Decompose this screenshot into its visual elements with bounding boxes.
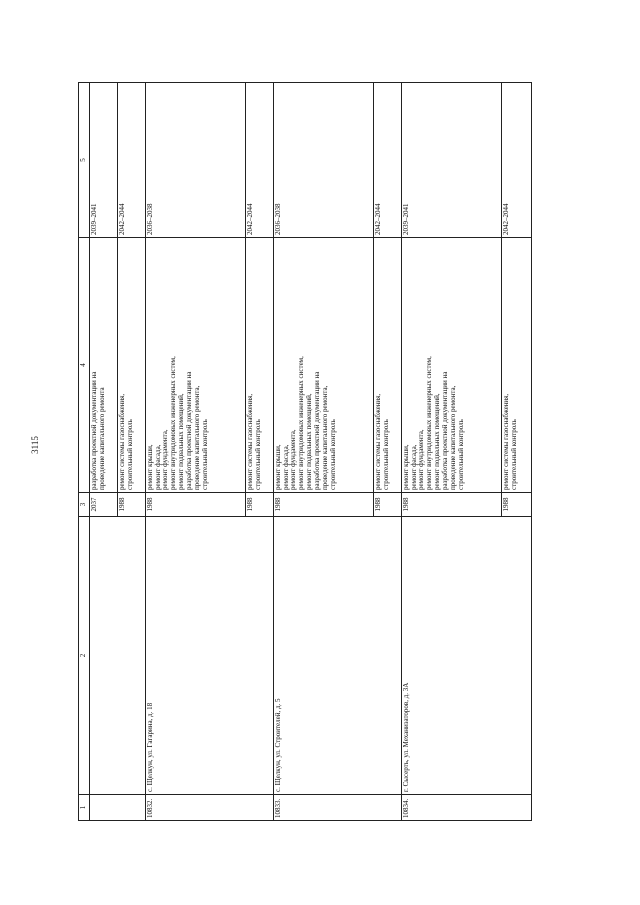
table-body [89, 83, 531, 821]
works-cell [501, 238, 531, 493]
year-cell: 1988 [501, 493, 531, 517]
work-item: ремонт системы газоснабжения, [373, 393, 382, 490]
repair-schedule-table [78, 82, 532, 821]
work-item: ремонт фундамента, [161, 429, 170, 490]
col-header-1: 1 [79, 795, 90, 821]
year-cell: 1988 [373, 493, 401, 517]
work-item: проведение капитального ремонта, [448, 385, 457, 490]
col-header-5: 5 [79, 83, 90, 238]
work-item: строительный контроль [200, 419, 209, 490]
work-item: ремонт крыши, [273, 444, 282, 490]
period-cell: 2036–2038 [145, 83, 245, 238]
work-item: ремонт фасада, [153, 444, 162, 490]
page-number: 3115 [30, 436, 40, 454]
year-cell: 2037 [89, 493, 117, 517]
table-row [145, 83, 245, 821]
works-cell [89, 238, 117, 493]
year-cell: 1988 [245, 493, 273, 517]
work-item: ремонт фундамента, [289, 429, 298, 490]
work-item: разработка проектной документации на [312, 371, 321, 490]
address-cell: г. Сысерть, ул. Механизаторов, д. 3А [401, 517, 531, 795]
works-cell [401, 238, 501, 493]
work-item: строительный контроль [456, 419, 465, 490]
col-header-2: 2 [79, 517, 90, 795]
work-item: ремонт крыши, [401, 444, 410, 490]
period-cell: 2042–2044 [373, 83, 401, 238]
work-item: ремонт подвальных помещений, [177, 393, 186, 490]
row-number: 10833. [273, 795, 401, 821]
table-row [89, 83, 117, 821]
works-cell [117, 238, 145, 493]
year-cell: 1988 [273, 493, 373, 517]
work-item: ремонт подвальных помещений, [305, 393, 314, 490]
work-item: строительный контроль [509, 419, 518, 490]
works-cell [145, 238, 245, 493]
period-cell: 2036–2038 [273, 83, 373, 238]
row-number [89, 795, 145, 821]
period-cell: 2042–2044 [245, 83, 273, 238]
works-cell [245, 238, 273, 493]
col-header-4: 4 [79, 238, 90, 493]
col-header-3: 3 [79, 493, 90, 517]
year-cell: 1988 [117, 493, 145, 517]
work-item: строительный контроль [253, 419, 262, 490]
address-cell: с. Щелкун, ул. Строителей, д. 5 [273, 517, 401, 795]
work-item: ремонт внутридомовых инженерных систем, [297, 356, 306, 490]
works-cell [273, 238, 373, 493]
work-item: ремонт системы газоснабжения, [245, 393, 254, 490]
year-cell: 1988 [145, 493, 245, 517]
work-item: разработка проектной документации на [89, 371, 98, 490]
header-row [79, 83, 90, 821]
work-item: ремонт фундамента, [417, 429, 426, 490]
work-item: ремонт внутридомовых инженерных систем, [425, 356, 434, 490]
work-item: ремонт внутридомовых инженерных систем, [169, 356, 178, 490]
work-item: ремонт фасада, [409, 444, 418, 490]
address-cell: с. Щелкун, ул. Гагарина, д. 18 [145, 517, 273, 795]
period-cell: 2039–2041 [89, 83, 117, 238]
year-cell: 1988 [401, 493, 501, 517]
work-item: разработка проектной документации на [440, 371, 449, 490]
table-row [273, 83, 373, 821]
works-cell [373, 238, 401, 493]
work-item: проведение капитального ремонта, [320, 385, 329, 490]
row-number: 10832. [145, 795, 273, 821]
work-item: ремонт фасада, [281, 444, 290, 490]
work-item: ремонт системы газоснабжения, [117, 393, 126, 490]
work-item: разработка проектной документации на [184, 371, 193, 490]
work-item: строительный контроль [328, 419, 337, 490]
period-cell: 2042–2044 [501, 83, 531, 238]
table-row [401, 83, 501, 821]
work-item: ремонт крыши, [145, 444, 154, 490]
address-cell [89, 517, 145, 795]
work-item: ремонт системы газоснабжения, [501, 393, 510, 490]
row-number: 10834. [401, 795, 531, 821]
period-cell: 2042–2044 [117, 83, 145, 238]
work-item: строительный контроль [381, 419, 390, 490]
work-item: ремонт подвальных помещений, [433, 393, 442, 490]
period-cell: 2039–2041 [401, 83, 501, 238]
work-item: проведение капитального ремонта [97, 387, 106, 490]
work-item: проведение капитального ремонта, [192, 385, 201, 490]
work-item: строительный контроль [125, 419, 134, 490]
